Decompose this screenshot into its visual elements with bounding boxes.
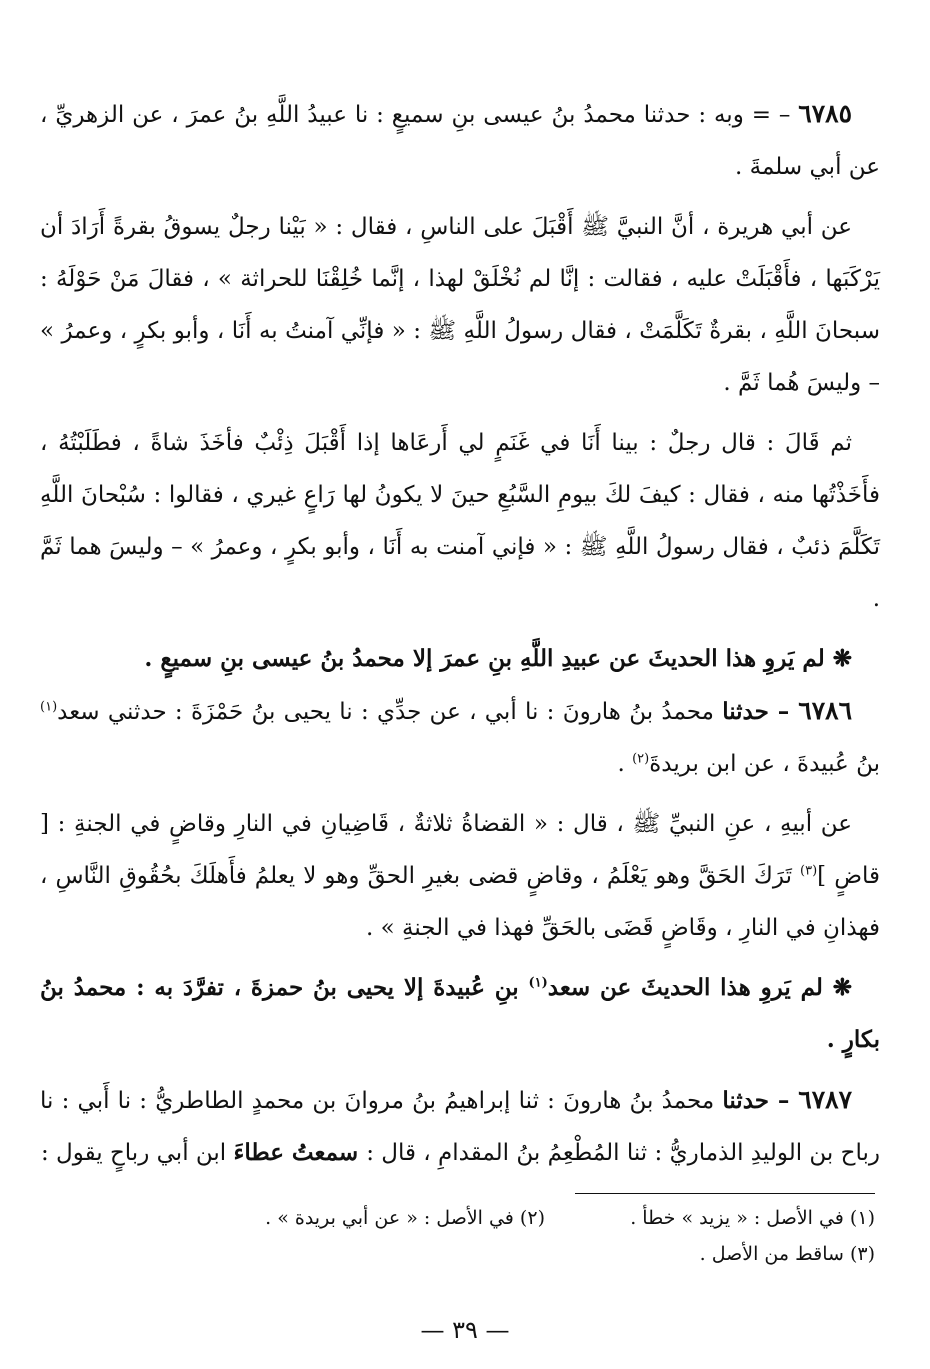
- hadith-number: ٦٧٨٧: [798, 1085, 852, 1114]
- footnote-ref: (١): [528, 975, 548, 991]
- isnad-text: محمدُ بنُ هارونَ : نا أبي ، عن جدِّي : نا يحيى بنُ حَمْزَةَ : حدثني سعد: [57, 699, 723, 725]
- footnote-1: (١) في الأصل : « يزيد » خطأ .: [630, 1207, 875, 1229]
- hadith-6786-comment: [40, 962, 880, 1066]
- isnad-text: محمدُ بنُ هارونَ : ثنا إبراهيمُ بنُ مروانَ بن محمدٍ الطاطريُّ : نا أَبي : نا رباح بن الوليدِ الذماريُّ : ثنا المُطْعِمُ بنُ المقدامِ ، قال :: [40, 1088, 880, 1166]
- footnote-2: (٢) في الأصل : « عن أبي بريدة » .: [265, 1207, 545, 1229]
- sami-label: سمعتُ عطاءَ: [233, 1139, 367, 1166]
- footnote-divider: [575, 1193, 875, 1194]
- hadith-6786-isnad: [40, 685, 880, 790]
- hadith-6785-matn-2: ثم قَالَ : قال رجلٌ : بينا أَنَا في غَنَمٍ لي أَرعَاها إذا أَقْبَلَ ذِئْبٌ فأخَذَ شاةً ، فطَلَبْتُهُ ، فأَخَذْتُها منه ، فقال : كيفَ لكَ بيومِ السَّبُعِ حينَ لا يكونُ لها رَاعٍ غيري ، فقالوا : سُبْحانَ اللَّهِ تَكَلَّمَ ذئبٌ ، فقال رسولُ اللَّهِ ﷺ : « فإني آمنت به أَنَا ، وأبو بكرٍ ، وعمرُ » – وليسَ هما ثَمَّ .: [40, 430, 880, 612]
- footnote-ref: (٣): [800, 863, 818, 879]
- haddathana-label: – حدثنا: [722, 698, 799, 725]
- matn-text: تَرَكَ الحَقَّ وهو يَعْلَمُ ، وقاضٍ قضى بغيرِ الحقِّ وهو لا يعلمُ فأَهلَكَ بحُقُوقِ النَّاسِ ، فهذانِ في النارِ ، وقَاضٍ قَضَى بالحَقِّ فهذا في الجنةِ » .: [40, 863, 880, 941]
- page-number: — ٣٩ —: [420, 1316, 510, 1344]
- isnad-text: .: [617, 751, 633, 777]
- comment-text: بنِ عُبيدةَ إلا يحيى بنُ حمزةَ ، تفرَّدَ به : محمدُ بنُ بكارٍ .: [40, 974, 880, 1053]
- comment-text: ❋ لم يَروِ هذا الحديثَ عن سعد: [547, 974, 852, 1001]
- isnad-text: ابن أبي رباحٍ يقول :: [40, 1140, 234, 1166]
- footnote-ref: (٢): [632, 751, 650, 767]
- footnote-row: [40, 1200, 875, 1236]
- footnote-row: [40, 1236, 875, 1272]
- hadith-6786-matn: [40, 798, 880, 954]
- hadith-6785-matn-1: عن أبي هريرة ، أنَّ النبيَّ ﷺ أَقْبَلَ على الناسِ ، فقال : « بَيْنا رجلٌ يسوقُ بقرةً أَرَادَ أن يَرْكَبَها ، فأَقْبَلَتْ عليه ، فقالت : إنَّا لم نُخْلَقْ لهذا ، إنَّما خُلِقْنَا للحراثة » ، فقالَ مَنْ حَوْلَهُ : سبحانَ اللَّهِ ، بقرةٌ تَكَلَّمَتْ ، فقال رسولُ اللَّهِ ﷺ : « فإنِّي آمنتُ به أَنَا ، وأبو بكرٍ ، وعمرُ » – وليسَ هُما ثَمَّ .: [40, 214, 880, 396]
- footnote-ref: (١): [40, 699, 58, 715]
- isnad-text: – = وبه : حدثنا محمدُ بنُ عيسى بنِ سميعٍ : نا عبيدُ اللَّهِ بنُ عمرَ ، عن الزهريِّ ، عن أبي سلمةَ .: [40, 102, 880, 180]
- haddathana-label: – حدثنا: [722, 1087, 799, 1114]
- hadith-6785-isnad: [40, 88, 880, 193]
- hadith-number: ٦٧٨٥: [798, 99, 852, 128]
- hadith-6785-comment: ❋ لم يَروِ هذا الحديثَ عن عبيدِ اللَّهِ بنِ عمرَ إلا محمدُ بنُ عيسى بنِ سميعٍ .: [144, 645, 852, 672]
- footnotes: [40, 1200, 875, 1272]
- matn-text: عن أبيهِ ، عنِ النبيِّ ﷺ ، قال : « القضاةُ ثلاثةٌ ، قَاضِيانِ في النارِ وقاضٍ في الجنةِ : [ قاضٍ ]: [40, 811, 881, 889]
- hadith-number: ٦٧٨٦: [798, 696, 852, 725]
- isnad-text: بنُ عُبيدةَ ، عن ابن بريدةَ: [649, 751, 880, 777]
- main-text: [40, 88, 880, 1179]
- hadith-6787-isnad: [40, 1074, 880, 1179]
- footnote-3: (٣) ساقط من الأصل .: [699, 1243, 875, 1265]
